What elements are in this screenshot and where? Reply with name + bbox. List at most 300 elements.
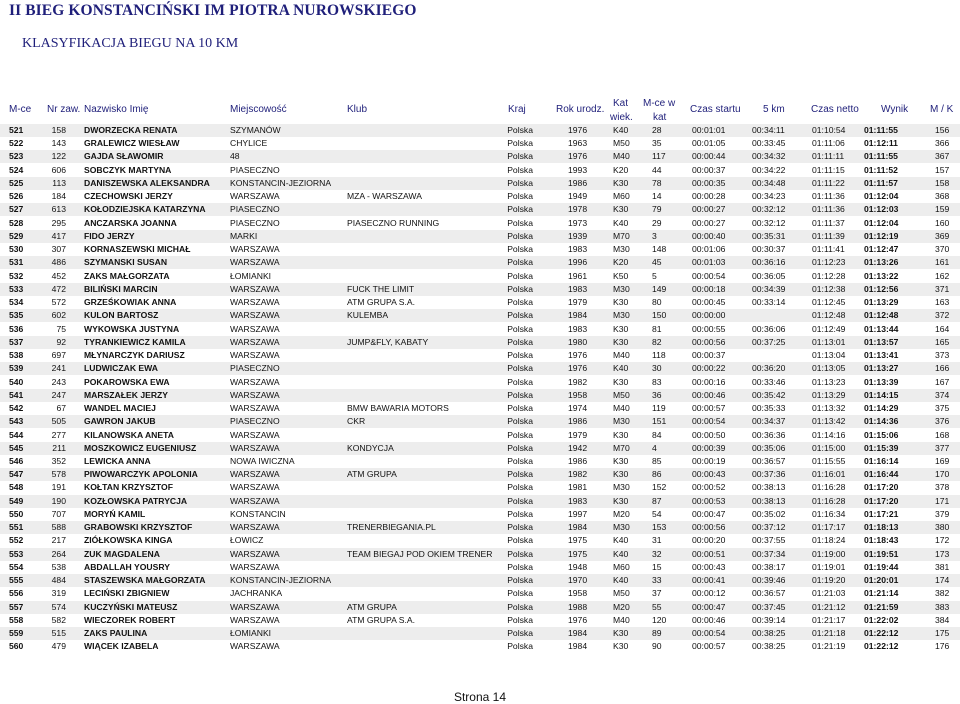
cell-gender-place: 374 [935,389,950,400]
table-row [0,415,960,428]
cell-year: 1984 [568,641,588,652]
cell-name: SOBCZYK MARTYNA [84,164,172,175]
cell-club: BMW BAWARIA MOTORS [347,403,449,414]
cell-bib: 505 [51,416,66,427]
cell-city: WARSZAWA [230,389,280,400]
cell-netto: 01:16:28 [812,482,846,493]
page-subtitle: KLASYFIKACJA BIEGU NA 10 KM [22,36,239,51]
cell-start: 00:00:41 [692,575,726,586]
cell-cat: K30 [613,376,629,387]
cell-year: 1970 [568,575,588,586]
cell-city: WARSZAWA [230,522,280,533]
cell-country: Polska [507,270,533,281]
cell-year: 1939 [568,230,588,241]
table-row [0,389,960,402]
cell-bib: 122 [51,151,66,162]
cell-cat: K40 [613,217,629,228]
cell-start: 00:00:20 [692,535,726,546]
cell-gender-place: 377 [935,442,950,453]
cell-place: 524 [9,164,24,175]
cell-year: 1986 [568,416,588,427]
cell-result: 01:12:03 [864,204,899,215]
cell-city: PIASECZNO [230,164,280,175]
cell-country: Polska [507,217,533,228]
cell-result: 01:12:04 [864,217,899,228]
cell-year: 1976 [568,614,588,625]
cell-place: 555 [9,575,24,586]
cell-city: WARSZAWA [230,548,280,559]
cell-bib: 352 [51,456,66,466]
cell-cat-place: 79 [652,204,662,215]
cell-name: GRALEWICZ WIESŁAW [84,138,180,149]
table-row [0,256,960,269]
cell-gender-place: 373 [935,350,950,361]
cell-result: 01:13:22 [864,270,899,281]
cell-result: 01:19:51 [864,548,899,559]
cell-5km: 00:37:36 [752,469,786,480]
page-title: II BIEG KONSTANCIŃSKI IM PIOTRA NUROWSKIEGO [9,2,417,19]
cell-5km: 00:34:39 [752,283,786,294]
cell-place: 549 [9,495,24,506]
table-row [0,481,960,494]
cell-club: TRENERBIEGANIA.PL [347,522,436,533]
cell-cat-place: 78 [652,177,662,188]
cell-result: 01:14:36 [864,416,899,427]
cell-cat-place: 35 [652,138,662,149]
cell-club: FUCK THE LIMIT [347,283,415,294]
cell-name: KOZŁOWSKA PATRYCJA [84,495,188,506]
cell-cat-place: 120 [652,614,667,625]
cell-5km: 00:34:11 [752,125,785,135]
cell-place: 525 [9,177,24,188]
cell-name: KOŁTAN KRZYSZTOF [84,482,173,493]
table-row [0,230,960,243]
cell-bib: 277 [51,429,66,440]
cell-start: 00:00:56 [692,522,726,533]
cell-bib: 606 [51,164,66,175]
table-row [0,587,960,600]
cell-cat-place: 30 [652,363,662,374]
cell-cat-place: 119 [652,403,666,414]
cell-netto: 01:11:37 [812,217,845,228]
cell-start: 00:00:40 [692,230,726,241]
cell-place: 523 [9,151,24,162]
cell-netto: 01:21:18 [812,628,846,639]
cell-result: 01:12:04 [864,191,899,202]
cell-name: WIECZOREK ROBERT [84,614,176,625]
table-row [0,601,960,614]
cell-start: 00:00:19 [692,456,726,466]
cell-start: 00:00:12 [692,588,726,599]
cell-5km: 00:38:25 [752,628,786,639]
cell-5km: 00:37:34 [752,548,786,559]
cell-bib: 67 [56,403,66,414]
cell-bib: 582 [51,614,66,625]
cell-5km: 00:30:37 [752,244,786,255]
cell-club: TEAM BIEGAJ POD OKIEM TRENER [347,548,493,559]
cell-cat-place: 87 [652,495,662,506]
cell-result: 01:21:14 [864,588,899,599]
cell-cat-place: 14 [652,191,662,202]
cell-name: WANDEL MACIEJ [84,403,156,414]
cell-name: MŁYNARCZYK DARIUSZ [84,350,185,361]
table-row [0,164,960,177]
cell-result: 01:11:52 [864,164,898,175]
cell-netto: 01:11:36 [812,204,845,215]
cell-place: 547 [9,469,24,480]
cell-result: 01:14:29 [864,403,899,414]
cell-cat: K50 [613,270,629,281]
cell-place: 526 [9,191,24,202]
header-club: Klub [347,104,368,115]
cell-5km: 00:33:14 [752,297,786,308]
cell-gender-place: 162 [935,270,950,281]
cell-cat-place: 45 [652,257,662,268]
cell-start: 00:00:39 [692,442,726,453]
cell-cat: K30 [613,204,629,215]
cell-place: 540 [9,376,24,387]
cell-result: 01:12:47 [864,244,899,255]
cell-cat-place: 5 [652,270,657,281]
cell-name: KUCZYŃSKI MATEUSZ [84,601,178,612]
cell-bib: 613 [51,204,66,215]
cell-place: 553 [9,548,24,559]
cell-city: ŁOMIANKI [230,628,272,639]
cell-club: ATM GRUPA S.A. [347,614,415,625]
cell-start: 00:00:22 [692,363,726,374]
header-wynik: Wynik [881,104,909,115]
cell-year: 1976 [568,363,588,374]
cell-cat: M30 [613,244,630,255]
cell-start: 00:00:52 [692,482,726,493]
cell-netto: 01:21:19 [812,641,846,652]
cell-place: 548 [9,482,24,493]
cell-place: 552 [9,535,24,546]
cell-city: WARSZAWA [230,323,280,334]
cell-gender-place: 171 [935,495,950,506]
cell-netto: 01:13:04 [812,350,846,361]
table-row [0,376,960,389]
table-row [0,508,960,521]
cell-5km: 00:35:31 [752,230,786,241]
cell-country: Polska [507,204,533,215]
cell-gender-place: 169 [935,456,950,466]
cell-cat-place: 31 [652,535,662,546]
cell-year: 1961 [568,270,588,281]
cell-gender-place: 172 [935,535,950,546]
cell-cat: K30 [613,323,629,334]
cell-cat-place: 55 [652,601,662,612]
cell-5km: 00:37:45 [752,601,786,612]
cell-cat: M30 [613,522,630,533]
cell-place: 558 [9,614,24,625]
cell-name: KOŁODZIEJSKA KATARZYNA [84,204,206,215]
cell-club: KONDYCJA [347,442,394,453]
cell-country: Polska [507,389,533,400]
cell-city: WARSZAWA [230,283,280,294]
cell-year: 1996 [568,257,588,268]
cell-cat-place: 150 [652,310,667,321]
cell-gender-place: 168 [935,429,950,440]
table-row [0,362,960,375]
cell-cat-place: 148 [652,244,667,255]
cell-bib: 92 [56,336,66,347]
table-row [0,548,960,561]
cell-name: DANISZEWSKA ALEKSANDRA [84,177,210,188]
cell-bib: 75 [56,323,66,334]
cell-country: Polska [507,442,533,453]
cell-gender-place: 372 [935,310,950,321]
cell-city: WARSZAWA [230,429,280,440]
cell-bib: 190 [51,495,66,506]
cell-country: Polska [507,283,533,294]
cell-year: 1988 [568,601,588,612]
cell-result: 01:18:43 [864,535,899,546]
table-row [0,296,960,309]
cell-gender-place: 167 [935,376,950,387]
cell-result: 01:14:15 [864,389,899,400]
cell-gender-place: 165 [935,336,950,347]
cell-city: WARSZAWA [230,376,280,387]
cell-gender-place: 161 [935,257,950,268]
cell-country: Polska [507,628,533,639]
cell-country: Polska [507,495,533,506]
cell-country: Polska [507,125,533,135]
cell-result: 01:13:41 [864,350,899,361]
cell-cat-place: 54 [652,508,662,519]
cell-country: Polska [507,508,533,519]
cell-5km: 00:38:13 [752,482,786,493]
cell-year: 1981 [568,482,588,493]
cell-result: 01:13:39 [864,376,899,387]
cell-cat: M50 [613,588,630,599]
cell-start: 00:00:47 [692,508,726,519]
cell-country: Polska [507,244,533,255]
cell-cat: M20 [613,601,630,612]
cell-cat: M30 [613,416,630,427]
cell-year: 1982 [568,469,588,480]
cell-cat-place: 152 [652,482,667,493]
cell-netto: 01:12:28 [812,270,846,281]
cell-name: ZUK MAGDALENA [84,548,160,559]
cell-name: DWORZECKA RENATA [84,125,178,135]
cell-5km: 00:37:55 [752,535,786,546]
cell-city: WARSZAWA [230,257,280,268]
cell-start: 00:00:54 [692,416,726,427]
cell-country: Polska [507,323,533,334]
cell-5km: 00:34:22 [752,164,786,175]
cell-name: ZAKS PAULINA [84,628,148,639]
cell-name: LUDWICZAK EWA [84,363,158,374]
cell-name: BILIŃSKI MARCIN [84,283,158,294]
cell-bib: 243 [51,376,66,387]
cell-year: 1975 [568,535,588,546]
cell-bib: 486 [51,257,66,268]
cell-result: 01:12:56 [864,283,899,294]
cell-city: WARSZAWA [230,495,280,506]
cell-cat-place: 151 [652,416,667,427]
cell-bib: 307 [51,244,66,255]
cell-year: 1948 [568,561,588,572]
cell-place: 530 [9,244,24,255]
cell-club: CKR [347,416,366,427]
cell-name: PIWOWARCZYK APOLONIA [84,469,198,480]
cell-name: ANCZARSKA JOANNA [84,217,177,228]
cell-place: 531 [9,257,24,268]
cell-gender-place: 378 [935,482,950,493]
cell-5km: 00:34:23 [752,191,786,202]
cell-city: WARSZAWA [230,244,280,255]
table-row [0,521,960,534]
cell-start: 00:00:57 [692,641,726,652]
cell-city: WARSZAWA [230,614,280,625]
cell-netto: 01:11:11 [812,151,845,162]
cell-5km: 00:36:05 [752,270,786,281]
cell-city: KONSTANCIN [230,508,286,519]
cell-bib: 184 [51,191,66,202]
cell-city: SZYMANÓW [230,125,281,135]
cell-bib: 484 [51,575,66,586]
cell-place: 527 [9,204,24,215]
cell-cat-place: 3 [652,230,657,241]
cell-place: 559 [9,628,24,639]
cell-club: ATM GRUPA [347,601,397,612]
cell-result: 01:11:55 [864,151,898,162]
cell-cat: M70 [613,442,630,453]
cell-5km: 00:37:12 [752,522,786,533]
cell-netto: 01:10:54 [812,125,846,135]
cell-cat: K30 [613,429,629,440]
cell-gender-place: 369 [935,230,950,241]
cell-city: ŁOMIANKI [230,270,272,281]
cell-cat: M40 [613,350,630,361]
cell-place: 550 [9,508,24,519]
cell-netto: 01:13:01 [812,336,846,347]
cell-netto: 01:19:00 [812,548,846,559]
cell-5km: 00:33:46 [752,376,786,387]
cell-gender-place: 166 [935,363,950,374]
cell-country: Polska [507,191,533,202]
cell-city: MARKI [230,230,258,241]
cell-gender-place: 383 [935,601,950,612]
cell-place: 543 [9,416,24,427]
table-row [0,534,960,547]
cell-netto: 01:11:06 [812,138,845,149]
cell-club: ATM GRUPA S.A. [347,297,415,308]
cell-country: Polska [507,456,533,466]
cell-cat: K30 [613,177,629,188]
cell-cat: K30 [613,456,629,466]
table-row [0,203,960,216]
cell-place: 532 [9,270,24,281]
cell-country: Polska [507,575,533,586]
cell-bib: 515 [51,628,66,639]
cell-netto: 01:19:20 [812,575,846,586]
cell-netto: 01:12:45 [812,297,846,308]
cell-city: KONSTANCIN-JEZIORNA [230,177,332,188]
cell-country: Polska [507,177,533,188]
cell-cat: K40 [613,548,629,559]
cell-place: 544 [9,429,24,440]
cell-cat-place: 36 [652,389,662,400]
cell-cat-place: 28 [652,125,662,135]
cell-country: Polska [507,548,533,559]
cell-gender-place: 159 [935,204,950,215]
table-row [0,177,960,190]
cell-5km: 00:36:36 [752,429,786,440]
cell-city: KONSTANCIN-JEZIORNA [230,575,332,586]
cell-5km: 00:36:20 [752,363,786,374]
cell-gender-place: 371 [935,283,950,294]
cell-cat-place: 33 [652,575,662,586]
cell-bib: 452 [51,270,66,281]
header-city: Miejscowość [230,104,287,115]
cell-year: 1978 [568,204,588,215]
cell-netto: 01:14:16 [812,429,846,440]
cell-gender-place: 156 [935,125,950,135]
cell-cat-place: 37 [652,588,662,599]
cell-result: 01:22:02 [864,614,899,625]
cell-5km: 00:34:48 [752,177,786,188]
table-row [0,402,960,415]
cell-cat: M20 [613,508,630,519]
cell-club: MZA - WARSZAWA [347,191,422,202]
cell-year: 1973 [568,217,588,228]
cell-start: 00:00:37 [692,164,726,175]
cell-netto: 01:12:23 [812,257,846,268]
cell-bib: 479 [51,641,66,652]
cell-result: 01:12:11 [864,138,898,149]
cell-gender-place: 366 [935,138,950,149]
header-netto: Czas netto [811,104,859,115]
cell-cat: M50 [613,138,630,149]
cell-start: 00:00:51 [692,548,726,559]
table-row [0,309,960,322]
header-country: Kraj [508,104,526,115]
table-row [0,323,960,336]
cell-cat-place: 4 [652,442,657,453]
cell-city: PIASECZNO [230,363,280,374]
cell-bib: 264 [51,548,66,559]
cell-cat: K40 [613,575,629,586]
cell-cat-place: 118 [652,350,666,361]
cell-bib: 113 [52,177,66,188]
cell-country: Polska [507,363,533,374]
cell-year: 1958 [568,389,588,400]
cell-city: 48 [230,151,240,162]
cell-city: WARSZAWA [230,191,280,202]
cell-bib: 217 [51,535,66,546]
cell-club: PIASECZNO RUNNING [347,217,440,228]
cell-start: 00:00:37 [692,350,726,361]
cell-cat: M40 [613,151,630,162]
header-mcew-line1: M-ce w [643,98,676,109]
cell-start: 00:00:54 [692,628,726,639]
cell-cat: K30 [613,641,629,652]
table-row [0,468,960,481]
table-row [0,455,960,468]
cell-place: 522 [9,138,24,149]
cell-place: 535 [9,310,24,321]
cell-5km: 00:38:25 [752,641,786,652]
cell-result: 01:12:48 [864,310,899,321]
cell-bib: 191 [51,482,66,493]
cell-start: 00:00:27 [692,204,726,215]
cell-place: 521 [9,125,24,135]
cell-start: 00:00:35 [692,177,726,188]
cell-name: KULON BARTOSZ [84,310,159,321]
header-kat-line1: Kat [613,98,629,109]
